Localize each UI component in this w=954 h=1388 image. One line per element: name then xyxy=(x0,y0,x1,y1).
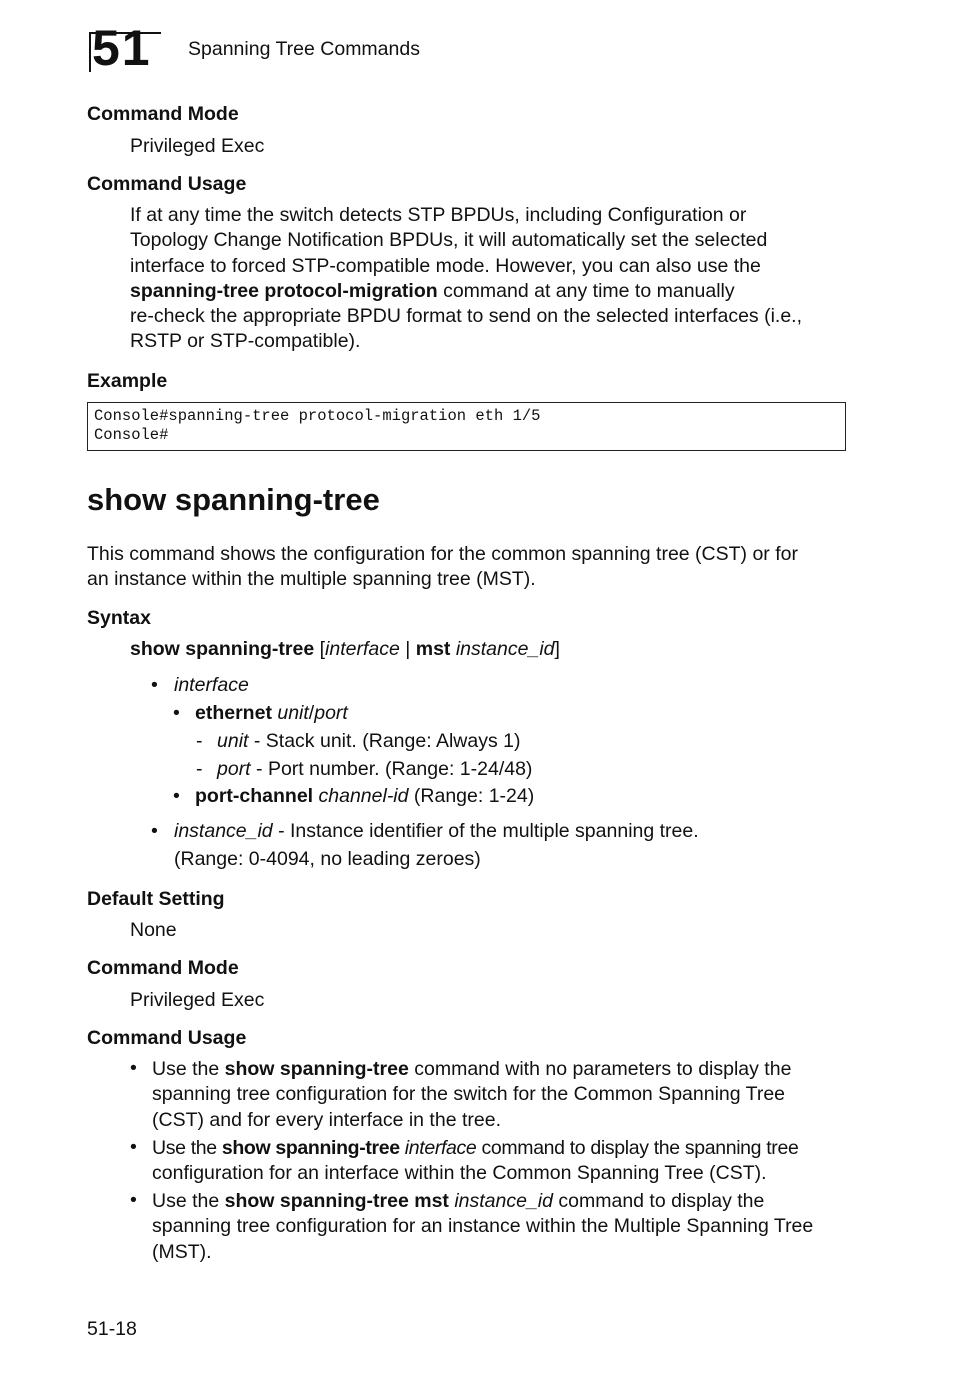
unit-arg: unit xyxy=(217,730,249,752)
code-example-box xyxy=(87,402,846,451)
usage-command: spanning-tree protocol-migration xyxy=(130,279,438,302)
bullet-icon: • xyxy=(130,1057,137,1079)
param-interface: interface xyxy=(174,674,249,696)
default-setting-value: None xyxy=(130,919,177,941)
instance-arg: instance_id xyxy=(174,820,273,842)
usage-line: interface to forced STP-compatible mode. However, you can also use the xyxy=(130,254,761,277)
bullet-icon: • xyxy=(130,1136,137,1158)
chapter-title: Spanning Tree Commands xyxy=(188,38,420,60)
unit-desc: - Stack unit. (Range: Always 1) xyxy=(248,730,521,752)
command-mode-heading: Command Mode xyxy=(87,957,239,979)
usage-item xyxy=(152,1189,852,1265)
usage-item-line: (MST). xyxy=(152,1240,212,1263)
usage-line: RSTP or STP-compatible). xyxy=(130,330,361,353)
usage-pre: Use the xyxy=(152,1058,225,1080)
bullet-icon: • xyxy=(130,1189,137,1211)
usage-line: re-check the appropriate BPDU format to send on the selected interfaces (i.e., xyxy=(130,305,803,328)
usage-item xyxy=(152,1136,852,1187)
syntax-bracket: ] xyxy=(554,638,560,660)
usage-item-line xyxy=(152,1136,852,1161)
param-port xyxy=(217,758,532,781)
usage-item-line xyxy=(152,1189,852,1214)
code-line: Console# xyxy=(94,426,169,444)
usage-command: show spanning-tree xyxy=(224,1058,409,1080)
usage-pre: Use the xyxy=(152,1137,222,1159)
param-instance-id xyxy=(174,820,699,843)
bullet-icon: • xyxy=(151,674,158,696)
dash-icon: - xyxy=(196,730,203,752)
usage-item-line: spanning tree configuration for an instance within the Multiple Spanning Tree xyxy=(152,1215,814,1238)
syntax-separator: | xyxy=(399,638,416,660)
ethernet-arg-unit: unit xyxy=(271,702,309,724)
usage-command: show spanning-tree mst xyxy=(224,1190,449,1212)
param-ethernet xyxy=(195,702,348,725)
command-usage-heading: Command Usage xyxy=(87,1027,247,1049)
bullet-icon: • xyxy=(173,785,180,807)
ethernet-keyword: ethernet xyxy=(195,702,272,724)
port-arg: port xyxy=(217,758,251,780)
page-number: 51-18 xyxy=(87,1318,137,1340)
param-port-channel xyxy=(195,785,534,808)
usage-post: command with no parameters to display the xyxy=(408,1058,792,1080)
port-channel-arg: channel-id xyxy=(313,785,409,807)
bullet-icon: • xyxy=(151,820,158,842)
ethernet-arg-port: port xyxy=(314,702,348,724)
usage-line xyxy=(130,279,850,304)
usage-arg: instance_id xyxy=(448,1190,553,1212)
syntax-arg-instance: instance_id xyxy=(450,638,555,660)
command-usage-paragraph xyxy=(130,203,850,355)
syntax-keyword-mst: mst xyxy=(415,638,451,660)
code-line: Console#spanning-tree protocol-migration eth 1/5 xyxy=(94,407,541,425)
usage-post: command to display the xyxy=(552,1190,765,1212)
usage-command: show spanning-tree xyxy=(221,1137,400,1159)
syntax-command: show spanning-tree xyxy=(130,638,315,660)
intro-line: an instance within the multiple spanning tree (MST). xyxy=(87,568,536,591)
command-mode-heading: Command Mode xyxy=(87,103,239,125)
usage-item xyxy=(152,1057,852,1133)
usage-item-line xyxy=(152,1057,852,1082)
usage-item-line: spanning tree configuration for the switch for the Common Spanning Tree xyxy=(152,1083,786,1106)
port-desc: - Port number. (Range: 1-24/48) xyxy=(250,758,533,780)
usage-pre: Use the xyxy=(152,1190,225,1212)
syntax-bracket: [ xyxy=(314,638,326,660)
command-mode-value: Privileged Exec xyxy=(130,989,265,1011)
instance-desc: - Instance identifier of the multiple spanning tree. xyxy=(272,820,699,842)
port-channel-keyword: port-channel xyxy=(195,785,314,807)
usage-line: Topology Change Notification BPDUs, it will automatically set the selected xyxy=(130,229,768,252)
ethernet-slash: / xyxy=(308,702,315,724)
intro-line: This command shows the configuration for the common spanning tree (CST) or for xyxy=(87,543,798,565)
syntax-arg-interface: interface xyxy=(325,638,400,660)
chapter-number: 51 xyxy=(92,20,152,76)
usage-item-line: (CST) and for every interface in the tree. xyxy=(152,1108,501,1131)
port-channel-range: (Range: 1-24) xyxy=(408,785,535,807)
param-unit xyxy=(217,730,520,753)
instance-range: (Range: 0-4094, no leading zeroes) xyxy=(174,848,481,870)
command-usage-heading: Command Usage xyxy=(87,173,247,195)
example-heading: Example xyxy=(87,370,168,392)
dash-icon: - xyxy=(196,758,203,780)
usage-line-rest: command at any time to manually xyxy=(437,279,735,302)
command-mode-value: Privileged Exec xyxy=(130,135,265,157)
default-setting-heading: Default Setting xyxy=(87,888,225,910)
usage-item-line: configuration for an interface within the Common Spanning Tree (CST). xyxy=(152,1162,767,1185)
syntax-line xyxy=(130,637,560,662)
bullet-icon: • xyxy=(173,702,180,724)
usage-post: command to display the spanning tree xyxy=(476,1137,799,1159)
section-title: show spanning-tree xyxy=(87,482,380,517)
usage-line: If at any time the switch detects STP BPDUs, including Configuration or xyxy=(130,204,747,226)
usage-arg: interface xyxy=(399,1137,477,1159)
section-intro xyxy=(87,542,847,593)
syntax-heading: Syntax xyxy=(87,607,151,629)
